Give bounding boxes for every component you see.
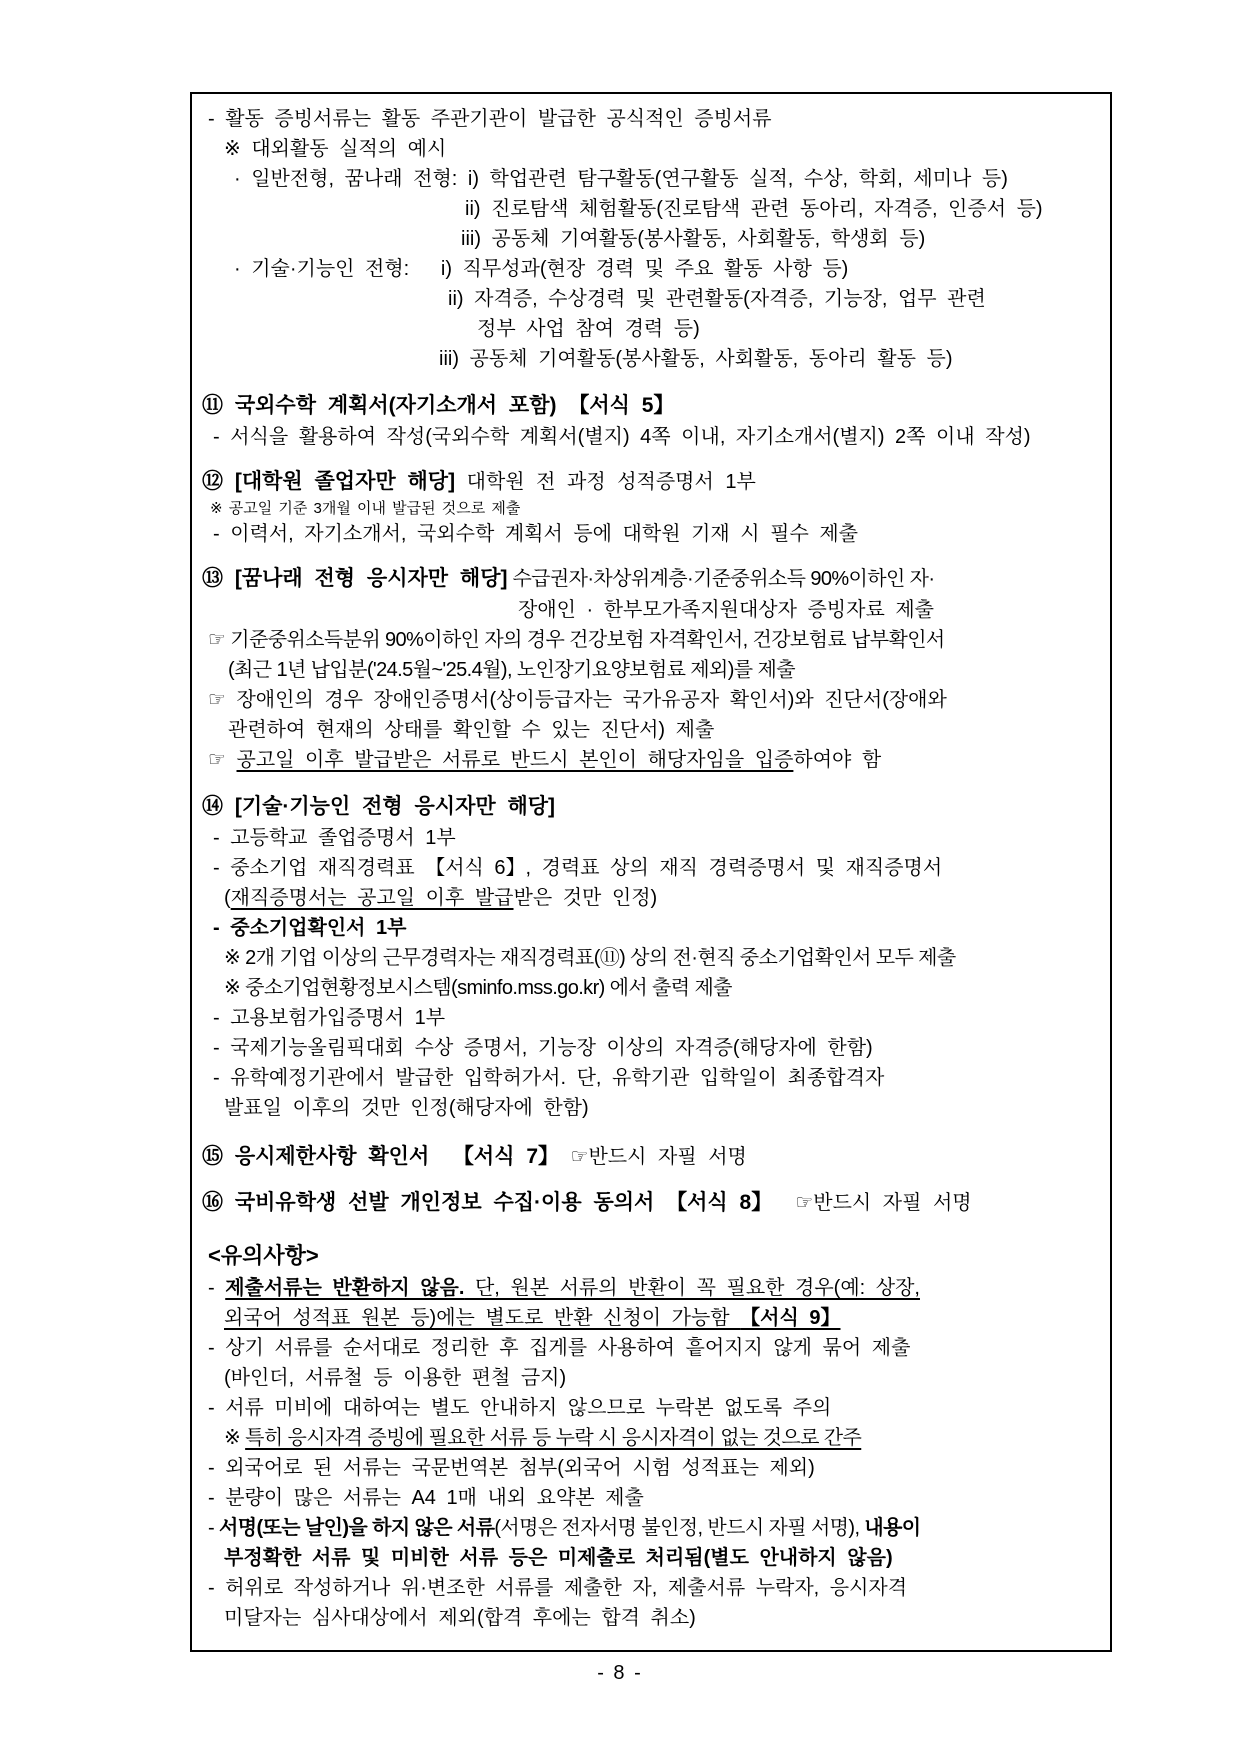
item16-title-rest: ☞반드시 자필 서명 xyxy=(772,1192,972,1214)
item13-point3-underlined: 공고일 이후 발급받은 서류로 반드시 본인이 해당자임을 입증 xyxy=(236,749,794,771)
item13-point3-hand-icon: ☞ xyxy=(208,749,237,771)
notes-item6-cont: 부정확한 서류 및 미비한 서류 등은 미제출로 처리됨(별도 안내하지 않음) xyxy=(224,1547,893,1569)
notes-item5: - 분량이 많은 서류는 A4 1매 내외 요약본 제출 xyxy=(208,1487,644,1509)
intro-general-track-label: · 일반전형, 꿈나래 전형: i) 학업관련 탐구활동(연구활동 실적, 수상, 학회, 세미나 등) xyxy=(234,168,1008,190)
item14-doc2-cont-pre: ( xyxy=(224,887,231,909)
notes-item1-cont-underlined: 외국어 성적표 원본 등)에는 별도로 반환 신청이 가능함 xyxy=(224,1307,741,1329)
intro-general-item3: iii) 공동체 기여활동(봉사활동, 사회활동, 학생회 등) xyxy=(461,228,926,250)
item13-title xyxy=(202,563,1104,595)
notes-item2: - 상기 서류를 순서대로 정리한 후 집게를 사용하여 흩어지지 않게 묶어 제출 xyxy=(208,1337,911,1359)
notes-item6-dash: - xyxy=(208,1517,220,1539)
item14-doc2-cont-underlined: 재직증명서는 공고일 이후 발급 xyxy=(230,887,514,909)
intro-activity-docs-line: - 활동 증빙서류는 활동 주관기관이 발급한 공식적인 증빙서류 xyxy=(208,108,772,130)
item14-doc1: - 고등학교 졸업증명서 1부 xyxy=(213,827,456,849)
notes-item6 xyxy=(208,1513,1104,1543)
item12-sub: - 이력서, 자기소개서, 국외수학 계획서 등에 대학원 기재 시 필수 제출 xyxy=(213,523,858,545)
item15-title-bold: ⑮ 응시제한사항 확인서 【서식 7】 xyxy=(202,1145,559,1168)
notes-item1-cont-form-ref: 【서식 9】 xyxy=(740,1307,841,1329)
item13-point2-cont: 관련하여 현재의 상태를 확인할 수 있는 진단서) 제출 xyxy=(228,719,715,741)
notes-item6-bold2: 내용이 xyxy=(864,1517,921,1539)
notes-item4: - 외국어로 된 서류는 국문번역본 첨부(외국어 시험 성적표는 제외) xyxy=(208,1457,815,1479)
item14-doc2: - 중소기업 재직경력표 【서식 6】, 경력표 상의 재직 경력증명서 및 재직증명서 xyxy=(213,857,943,879)
item14-doc4: - 고용보험가입증명서 1부 xyxy=(213,1007,446,1029)
intro-example-note: ※ 대외활동 실적의 예시 xyxy=(224,138,447,160)
notes-item2-cont: (바인더, 서류철 등 이용한 편철 금지) xyxy=(224,1367,567,1389)
item14-doc2-cont xyxy=(224,883,1104,913)
item14-note2: ※ 중소기업현황정보시스템(sminfo.mss.go.kr) 에서 출력 제출 xyxy=(224,977,732,999)
item14-doc2-cont-rest: 받은 것만 인정) xyxy=(513,887,658,909)
item16-title-bold: ⑯ 국비유학생 선발 개인정보 수집·이용 동의서 【서식 8】 xyxy=(202,1191,773,1214)
notes-item6-mid: (서명은 전자서명 불인정, 반드시 자필 서명), xyxy=(494,1517,865,1539)
notes-heading: <유의사항> xyxy=(208,1243,319,1268)
item12-title-bold: ⑫ [대학원 졸업자만 해당] xyxy=(202,470,456,493)
notes-item3-sub-underlined: 특히 응시자격 증빙에 필요한 서류 등 누락 시 응시자격이 없는 것으로 간주 xyxy=(245,1427,862,1449)
item14-title: ⑭ [기술·기능인 전형 응시자만 해당] xyxy=(202,795,556,818)
intro-tech-item3: iii) 공동체 기여활동(봉사활동, 사회활동, 동아리 활동 등) xyxy=(439,348,953,370)
item13-point3-rest: 하여야 함 xyxy=(793,749,882,771)
intro-tech-item2: ii) 자격증, 수상경력 및 관련활동(자격증, 기능장, 업무 관련 xyxy=(448,288,986,310)
item11-title: ⑪ 국외수학 계획서(자기소개서 포함) 【서식 5】 xyxy=(202,394,675,417)
notes-item1-rest-underlined: 단, 원본 서류의 반환이 꼭 필요한 경우(예: 상장, xyxy=(464,1277,920,1299)
item13-point2: ☞ 장애인의 경우 장애인증명서(상이등급자는 국가유공자 확인서)와 진단서(장애와 xyxy=(208,689,947,711)
item14-doc6-cont: 발표일 이후의 것만 인정(해당자에 한함) xyxy=(224,1097,589,1119)
intro-general-item2: ii) 진로탐색 체험활동(진로탐색 관련 동아리, 자격증, 인증서 등) xyxy=(465,198,1043,220)
page-number: - 8 - xyxy=(597,1662,643,1684)
notes-item1-bold-underlined: 제출서류는 반환하지 않음. xyxy=(225,1277,465,1299)
notes-item1-dash: - xyxy=(208,1277,226,1299)
item12-title-rest: 대학원 전 과정 성적증명서 1부 xyxy=(455,471,756,493)
item13-title-line2: 장애인 · 한부모가족지원대상자 증빙자료 제출 xyxy=(518,599,934,621)
item14-doc5: - 국제기능올림픽대회 수상 증명서, 기능장 이상의 자격증(해당자에 한함) xyxy=(213,1037,873,1059)
intro-tech-item2-cont: 정부 사업 참여 경력 등) xyxy=(477,318,700,340)
item13-point3 xyxy=(208,745,1104,775)
notes-item1-cont xyxy=(224,1303,1104,1333)
item12-title xyxy=(202,466,1104,498)
notes-item3-sub xyxy=(224,1423,1104,1453)
notes-item1 xyxy=(208,1273,1104,1303)
item13-title-bold: ⑬ [꿈나래 전형 응시자만 해당] xyxy=(202,567,508,590)
document-border-box xyxy=(190,92,1112,1652)
notes-item7-cont: 미달자는 심사대상에서 제외(합격 후에는 합격 취소) xyxy=(224,1607,696,1629)
item11-sub: - 서식을 활용하여 작성(국외수학 계획서(별지) 4쪽 이내, 자기소개서(별지) 2쪽 이내 작성) xyxy=(213,426,1031,448)
item14-note1: ※ 2개 기업 이상의 근무경력자는 재직경력표(⑪) 상의 전·현직 중소기업확인서 모두 제출 xyxy=(224,947,956,969)
item13-title-rest: 수급권자·차상위계층·기준중위소득 90%이하인 자· xyxy=(507,568,935,590)
notes-item3-sub-mark: ※ xyxy=(224,1427,246,1449)
item12-issue-note: ※ 공고일 기준 3개월 이내 발급된 것으로 제출 xyxy=(210,500,521,517)
item15-title xyxy=(202,1141,1104,1173)
notes-item7: - 허위로 작성하거나 위·변조한 서류를 제출한 자, 제출서류 누락자, 응시자격 xyxy=(208,1577,908,1599)
notes-item3: - 서류 미비에 대하여는 별도 안내하지 않으므로 누락본 없도록 주의 xyxy=(208,1397,832,1419)
item14-doc6: - 유학예정기관에서 발급한 입학허가서. 단, 유학기관 입학일이 최종합격자 xyxy=(213,1067,885,1089)
item13-point1-cont: (최근 1년 납입분('24.5월~'25.4월), 노인장기요양보험료 제외)를 제출 xyxy=(228,659,795,681)
notes-item6-bold1: 서명(또는 날인)을 하지 않은 서류 xyxy=(219,1517,495,1539)
intro-tech-track-label: · 기술·기능인 전형: i) 직무성과(현장 경력 및 주요 활동 사항 등) xyxy=(234,258,849,280)
item14-doc3: - 중소기업확인서 1부 xyxy=(213,917,407,939)
item16-title xyxy=(202,1187,1104,1219)
item15-title-rest: ☞반드시 자필 서명 xyxy=(559,1146,747,1168)
item13-point1: ☞ 기준중위소득분위 90%이하인 자의 경우 건강보험 자격확인서, 건강보험료 납부확인서 xyxy=(208,629,945,651)
